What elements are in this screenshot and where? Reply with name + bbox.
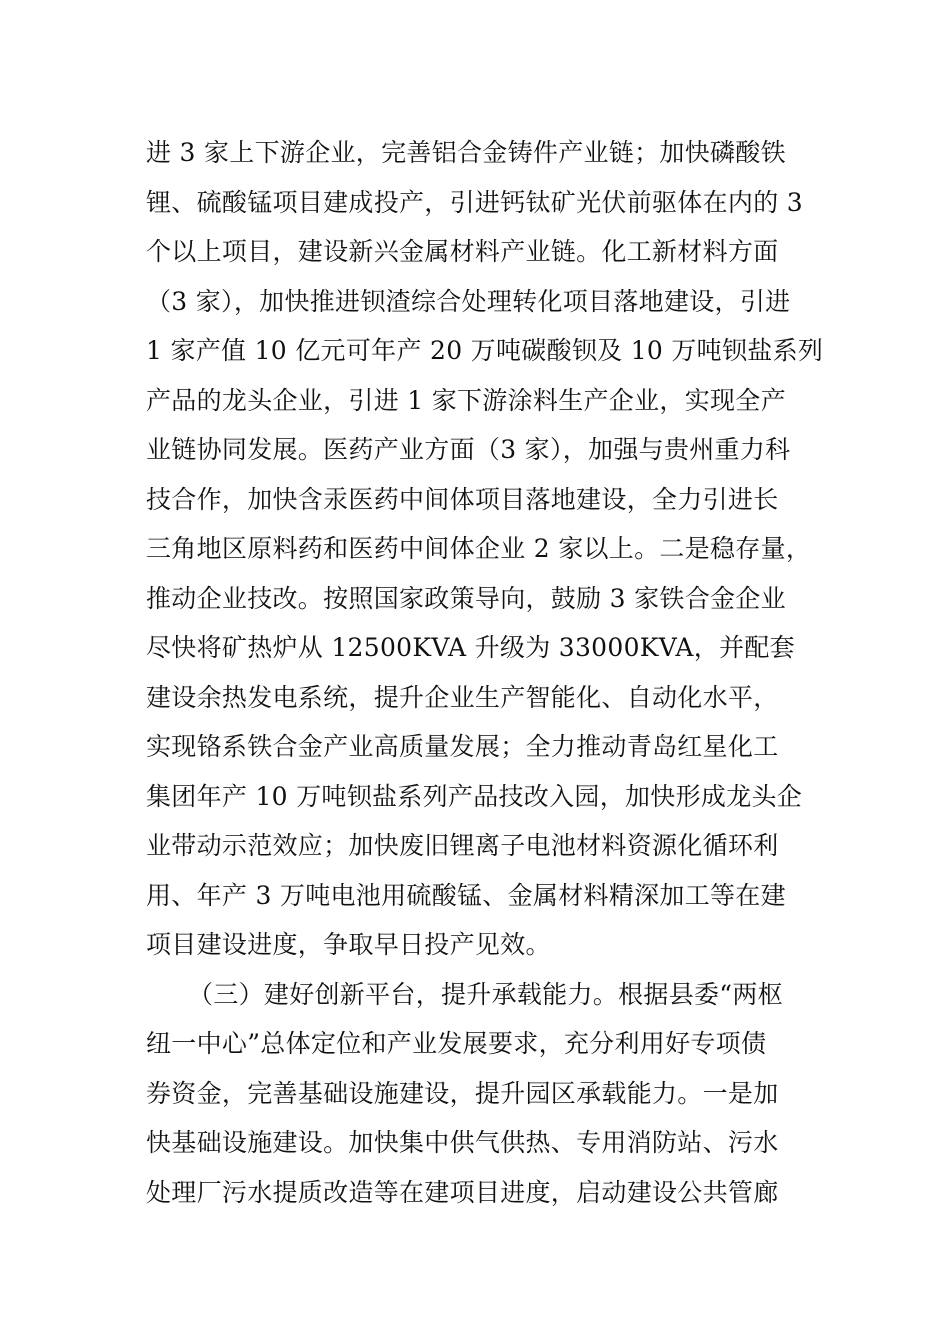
text-line: 用、年产 3 万吨电池用硫酸锰、金属材料精深加工等在建 [146, 880, 786, 910]
text-line: 实现铬系铁合金产业高质量发展；全力推动青岛红星化工 [146, 732, 779, 761]
text-line: 尽快将矿热炉从 12500KVA 升级为 33000KVA，并配套 [146, 633, 795, 662]
text-line: （3 家），加快推进钡渣综合处理转化项目落地建设，引进 [146, 286, 791, 316]
text-line: 1 家产值 10 亿元可年产 20 万吨碳酸钡及 10 万吨钡盐系列 [146, 336, 824, 365]
text-line: 业带动示范效应；加快废旧锂离子电池材料资源化循环利 [146, 831, 779, 860]
text-line: 业链协同发展。医药产业方面（3 家），加强与贵州重力科 [146, 435, 791, 464]
text-line: 进 3 家上下游企业，完善铝合金铸件产业链；加快磷酸铁 [146, 138, 786, 167]
text-line: 技合作，加快含汞医药中间体项目落地建设，全力引进长 [146, 484, 779, 514]
text-line: 处理厂污水提质改造等在建项目进度，启动建设公共管廊 [146, 1177, 779, 1207]
text-line: 锂、硫酸锰项目建成投产，引进钙钛矿光伏前驱体在内的 3 [146, 187, 803, 217]
text-line: 纽一中心”总体定位和产业发展要求，充分利用好专项债 [146, 1029, 767, 1058]
text-line: 产品的龙头企业，引进 1 家下游涂料生产企业，实现全产 [146, 385, 786, 415]
document-body [146, 128, 826, 1217]
text-line: 三角地区原料药和医药中间体企业 2 家以上。二是稳存量， [146, 534, 812, 563]
text-line: 集团年产 10 万吨钡盐系列产品技改入园，加快形成龙头企 [146, 781, 803, 811]
text-line: 项目建设进度，争取早日投产见效。 [146, 930, 551, 959]
text-line: 券资金，完善基础设施建设，提升园区承载能力。一是加 [146, 1078, 779, 1108]
text-line: 快基础设施建设。加快集中供气供热、专用消防站、污水 [146, 1128, 779, 1157]
section-heading-line: （三）建好创新平台，提升承载能力。根据县委“两枢 [188, 979, 783, 1009]
text-line: 建设余热发电系统，提升企业生产智能化、自动化水平， [146, 682, 779, 712]
text-line: 个以上项目，建设新兴金属材料产业链。化工新材料方面 [146, 237, 779, 266]
text-line: 推动企业技改。按照国家政策导向，鼓励 3 家铁合金企业 [146, 583, 786, 613]
